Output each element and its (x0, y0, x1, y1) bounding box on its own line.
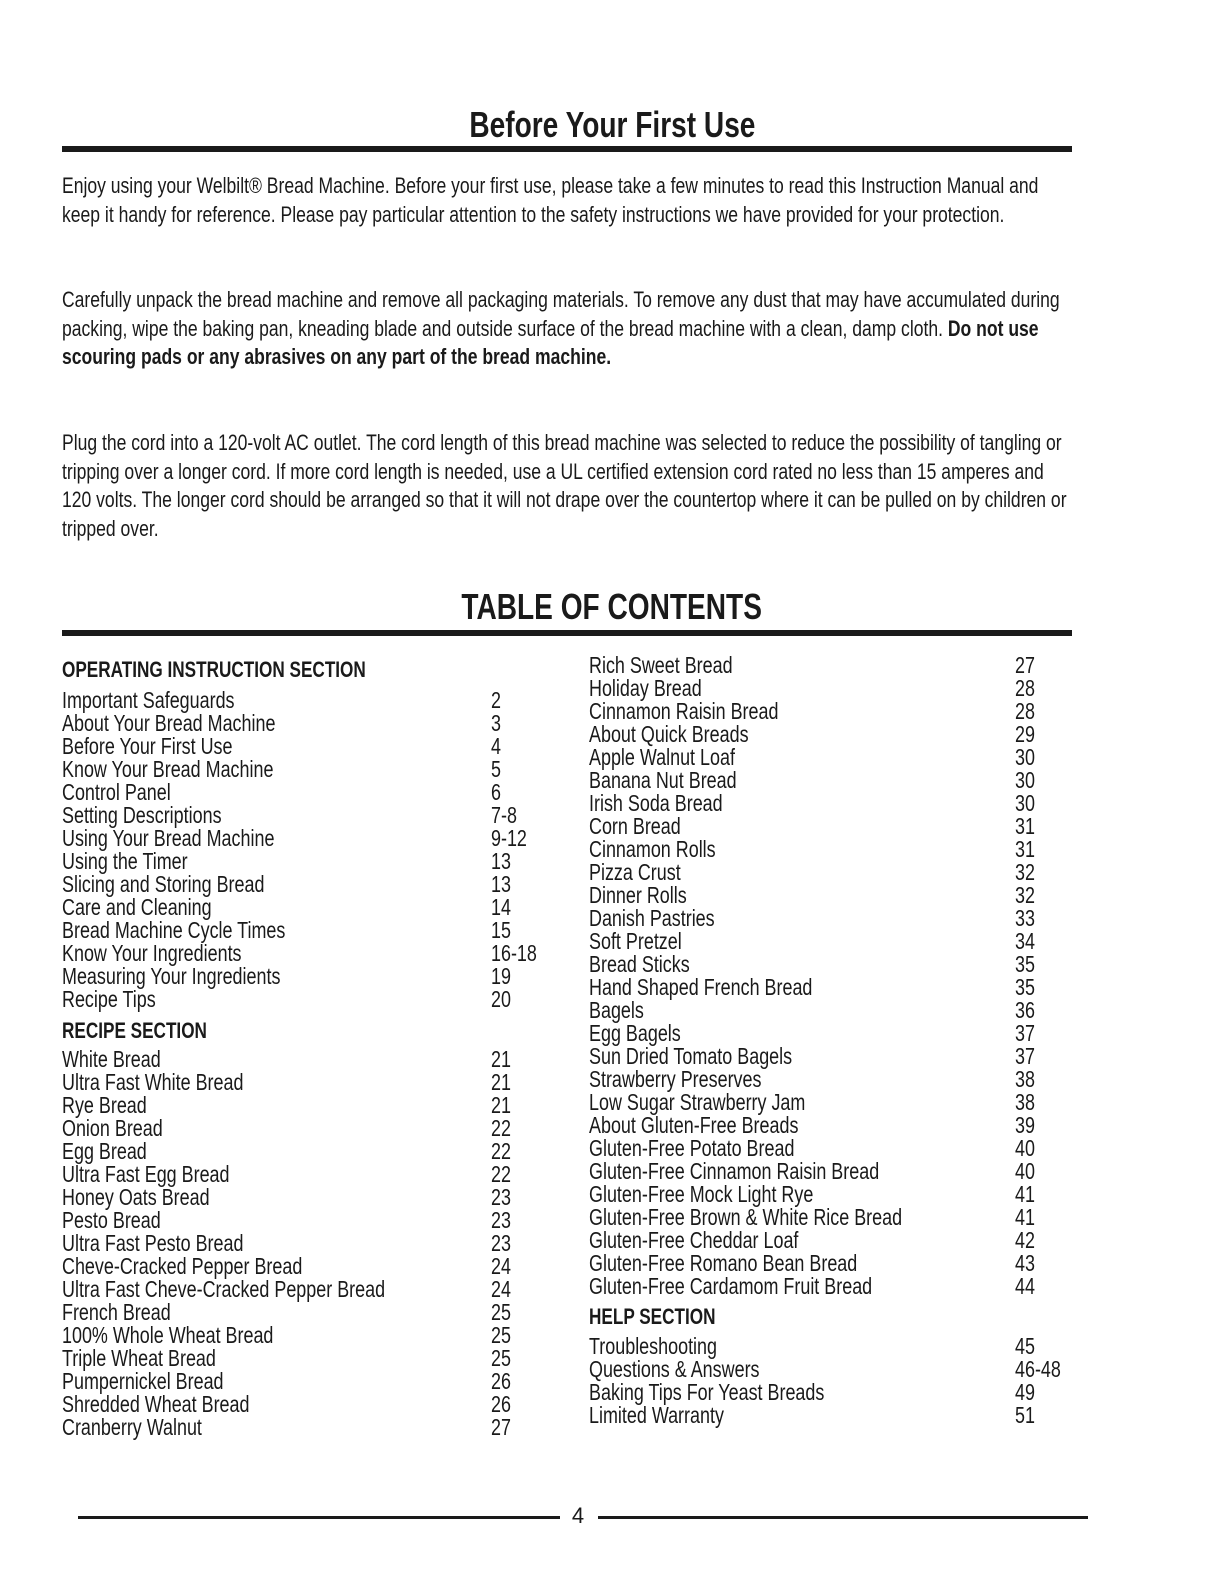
toc-entry-page: 19 (491, 963, 511, 989)
toc-entry-page: 28 (1015, 698, 1035, 724)
toc-entry-page: 32 (1015, 882, 1035, 908)
toc-entry-label: Recipe Tips (62, 986, 156, 1012)
toc-entry-page: 21 (491, 1069, 511, 1095)
toc-entry-label: Slicing and Storing Bread (62, 871, 265, 897)
toc-entry-page: 25 (491, 1322, 511, 1348)
toc-entry-label: Bagels (589, 997, 644, 1023)
toc-entry-page: 14 (491, 894, 511, 920)
toc-entry-label: Low Sugar Strawberry Jam (589, 1089, 806, 1115)
toc-entry-page: 2 (491, 687, 501, 713)
toc-entry-label: Gluten-Free Potato Bread (589, 1135, 795, 1161)
toc-entry-page: 22 (491, 1161, 511, 1187)
toc-entry-page: 42 (1015, 1227, 1035, 1253)
toc-entry-label: Rich Sweet Bread (589, 652, 733, 678)
toc-entry-label: Danish Pastries (589, 905, 715, 931)
toc-entry-label: Pesto Bread (62, 1207, 161, 1233)
toc-entry-label: Apple Walnut Loaf (589, 744, 735, 770)
toc-entry-page: 4 (491, 733, 501, 759)
toc-entry-page: 33 (1015, 905, 1035, 931)
toc-entry-page: 30 (1015, 744, 1035, 770)
toc-entry-page: 23 (491, 1207, 511, 1233)
toc-entry-label: 100% Whole Wheat Bread (62, 1322, 274, 1348)
toc-entry-page: 26 (491, 1391, 511, 1417)
toc-entry-label: Hand Shaped French Bread (589, 974, 813, 1000)
toc-entry-page: 30 (1015, 790, 1035, 816)
toc-entry-page: 27 (1015, 652, 1035, 678)
toc-entry-page: 41 (1015, 1204, 1035, 1230)
toc-entry-page: 44 (1015, 1273, 1035, 1299)
toc-entry-label: Important Safeguards (62, 687, 235, 713)
toc-entry-label: Know Your Bread Machine (62, 756, 274, 782)
toc-entry-page: 35 (1015, 974, 1035, 1000)
toc-entry-label: Ultra Fast Egg Bread (62, 1161, 230, 1187)
toc-entry-label: Cranberry Walnut (62, 1414, 202, 1440)
toc-entry-page: 39 (1015, 1112, 1035, 1138)
toc-entry-label: Questions & Answers (589, 1356, 760, 1382)
toc-entry-page: 37 (1015, 1020, 1035, 1046)
toc-entry-page: 25 (491, 1299, 511, 1325)
toc-entry-page: 13 (491, 848, 511, 874)
toc-entry-page: 49 (1015, 1379, 1035, 1405)
paragraph-unpack-text: Carefully unpack the bread machine and remove all packaging materials. To remove any dust that may have accumulated during packing, wipe the baking pan, kneading blade and outside surface of the bread machine with a clean, damp cloth. (62, 287, 1060, 341)
toc-entry-label: Honey Oats Bread (62, 1184, 210, 1210)
toc-entry-page: 25 (491, 1345, 511, 1371)
toc-entry-page: 43 (1015, 1250, 1035, 1276)
toc-entry-page: 27 (491, 1414, 511, 1440)
toc-entry-label: Triple Wheat Bread (62, 1345, 216, 1371)
toc-entry-label: Know Your Ingredients (62, 940, 242, 966)
toc-entry-label: Ultra Fast Pesto Bread (62, 1230, 244, 1256)
toc-entry-label: Measuring Your Ingredients (62, 963, 281, 989)
toc-entry-page: 26 (491, 1368, 511, 1394)
toc-entry-label: Holiday Bread (589, 675, 702, 701)
toc-entry-label: Banana Nut Bread (589, 767, 737, 793)
toc-entry-label: Egg Bagels (589, 1020, 681, 1046)
toc-entry-page: 40 (1015, 1158, 1035, 1184)
toc-section-help: HELP SECTION (589, 1304, 716, 1329)
toc-entry-label: Gluten-Free Cheddar Loaf (589, 1227, 799, 1253)
toc-entry-page: 15 (491, 917, 511, 943)
toc-entry-label: Gluten-Free Cinnamon Raisin Bread (589, 1158, 880, 1184)
toc-entry-label: Baking Tips For Yeast Breads (589, 1379, 825, 1405)
paragraph-intro: Enjoy using your Welbilt® Bread Machine. Before your first use, please take a few minutes to read this Instruction Manual and keep it handy for reference. Please pay particular attention to the safety instructions we have provided for your protection. (62, 173, 1039, 227)
toc-entry-label: Bread Sticks (589, 951, 690, 977)
toc-entry-page: 9-12 (491, 825, 527, 851)
toc-entry-page: 7-8 (491, 802, 517, 828)
toc-entry-page: 29 (1015, 721, 1035, 747)
toc-entry-label: White Bread (62, 1046, 161, 1072)
toc-entry-page: 24 (491, 1253, 511, 1279)
toc-title: TABLE OF CONTENTS (461, 586, 763, 627)
footer-rule-left (78, 1516, 560, 1519)
toc-entry-label: Rye Bread (62, 1092, 147, 1118)
toc-entry-label: Limited Warranty (589, 1402, 724, 1428)
paragraph-unpack (62, 286, 1068, 372)
toc-entry-label: Using Your Bread Machine (62, 825, 275, 851)
toc-entry-page: 21 (491, 1092, 511, 1118)
divider (62, 630, 1072, 636)
toc-entry-label: Ultra Fast Cheve-Cracked Pepper Bread (62, 1276, 386, 1302)
toc-entry-label: Cheve-Cracked Pepper Bread (62, 1253, 303, 1279)
toc-entry-label: Onion Bread (62, 1115, 163, 1141)
toc-entry-page: 31 (1015, 836, 1035, 862)
toc-entry-page: 45 (1015, 1333, 1035, 1359)
toc-entry-label: Corn Bread (589, 813, 681, 839)
toc-entry-label: Cinnamon Raisin Bread (589, 698, 779, 724)
toc-entry-label: Control Panel (62, 779, 171, 805)
toc-entry-label: Shredded Wheat Bread (62, 1391, 250, 1417)
toc-entry-page: 13 (491, 871, 511, 897)
toc-entry-page: 35 (1015, 951, 1035, 977)
toc-entry-label: Cinnamon Rolls (589, 836, 716, 862)
toc-entry-page: 6 (491, 779, 501, 805)
toc-entry-page: 3 (491, 710, 501, 736)
toc-entry-page: 22 (491, 1138, 511, 1164)
toc-entry-page: 22 (491, 1115, 511, 1141)
section-title-first-use: Before Your First Use (468, 104, 756, 145)
paragraph-plug: Plug the cord into a 120-volt AC outlet. The cord length of this bread machine was selected to reduce the possibility of tangling or tripping over a longer cord. If more cord length is needed, use a UL certified extension cord rated no less than 15 amperes and 120 volts. The longer cord should be arranged so that it will not drape over the countertop where it can be pulled on by children or tripped over. (62, 430, 1067, 541)
toc-entry-page: 16-18 (491, 940, 537, 966)
toc-entry-label: About Your Bread Machine (62, 710, 276, 736)
toc-entry-page: 38 (1015, 1066, 1035, 1092)
toc-entry-label: Setting Descriptions (62, 802, 222, 828)
toc-entry-page: 30 (1015, 767, 1035, 793)
toc-entry-page: 36 (1015, 997, 1035, 1023)
toc-entry-page: 37 (1015, 1043, 1035, 1069)
toc-entry-page: 24 (491, 1276, 511, 1302)
toc-entry-label: About Quick Breads (589, 721, 749, 747)
toc-entry-label: Pumpernickel Bread (62, 1368, 224, 1394)
toc-entry-page: 34 (1015, 928, 1035, 954)
toc-entry-label: Ultra Fast White Bread (62, 1069, 244, 1095)
toc-entry-label: Gluten-Free Cardamom Fruit Bread (589, 1273, 873, 1299)
toc-entry-label: Strawberry Preserves (589, 1066, 762, 1092)
toc-entry-label: Irish Soda Bread (589, 790, 723, 816)
toc-entry-label: Troubleshooting (589, 1333, 717, 1359)
toc-entry-page: 21 (491, 1046, 511, 1072)
toc-entry-label: Sun Dried Tomato Bagels (589, 1043, 793, 1069)
toc-entry-page: 38 (1015, 1089, 1035, 1115)
toc-entry-label: French Bread (62, 1299, 171, 1325)
toc-entry-page: 5 (491, 756, 501, 782)
toc-section-recipe: RECIPE SECTION (62, 1018, 207, 1043)
toc-entry-label: Pizza Crust (589, 859, 681, 885)
toc-entry-label: Soft Pretzel (589, 928, 682, 954)
toc-entry-page: 32 (1015, 859, 1035, 885)
toc-entry-page: 40 (1015, 1135, 1035, 1161)
toc-entry-page: 51 (1015, 1402, 1035, 1428)
toc-entry-page: 41 (1015, 1181, 1035, 1207)
toc-entry-page: 28 (1015, 675, 1035, 701)
toc-entry-label: Dinner Rolls (589, 882, 687, 908)
toc-entry-label: Bread Machine Cycle Times (62, 917, 286, 943)
toc-entry-label: About Gluten-Free Breads (589, 1112, 799, 1138)
toc-entry-label: Care and Cleaning (62, 894, 212, 920)
toc-entry-page: 31 (1015, 813, 1035, 839)
toc-section-operating: OPERATING INSTRUCTION SECTION (62, 657, 366, 682)
page-number: 4 (571, 1503, 585, 1528)
toc-entry-label: Using the Timer (62, 848, 188, 874)
divider (62, 146, 1072, 152)
toc-entry-label: Gluten-Free Romano Bean Bread (589, 1250, 858, 1276)
toc-entry-label: Gluten-Free Brown & White Rice Bread (589, 1204, 903, 1230)
toc-entry-label: Gluten-Free Mock Light Rye (589, 1181, 814, 1207)
footer-rule-right (598, 1516, 1088, 1519)
toc-entry-page: 23 (491, 1184, 511, 1210)
toc-entry-page: 23 (491, 1230, 511, 1256)
toc-entry-label: Egg Bread (62, 1138, 147, 1164)
paragraph-unpack-warning: Do not use scouring pads or any abrasives on any part of the bread machine. (62, 315, 1039, 369)
toc-entry-page: 46-48 (1015, 1356, 1061, 1382)
toc-entry-page: 20 (491, 986, 511, 1012)
toc-entry-label: Before Your First Use (62, 733, 233, 759)
